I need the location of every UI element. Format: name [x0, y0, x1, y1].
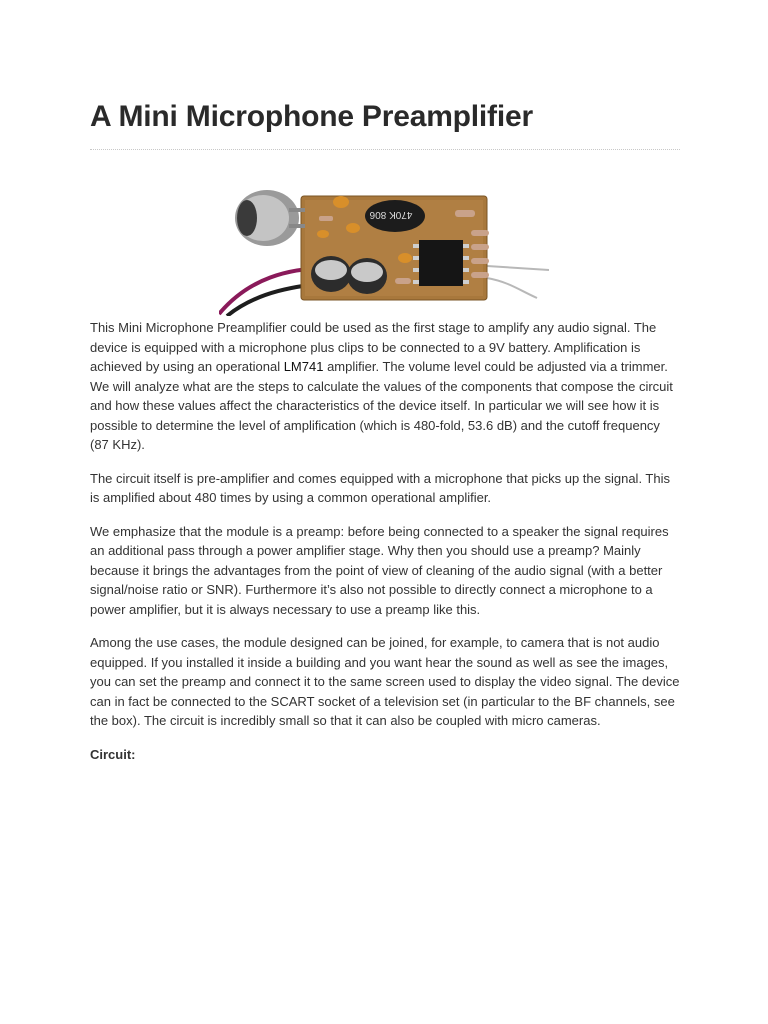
paragraph-intro	[90, 318, 680, 455]
lm741-link[interactable]: LM741	[283, 359, 324, 374]
preamp-board-photo	[219, 178, 549, 316]
title-divider	[90, 149, 680, 150]
paragraph-circuit-overview: The circuit itself is pre-amplifier and comes equipped with a microphone that picks up the signal. This is amplified about 480 times by using a common operational amplifier.	[90, 470, 670, 505]
circuit-heading: Circuit:	[90, 746, 136, 762]
svg-text:470K 806: 470K 806	[369, 209, 413, 220]
paragraph-preamp-purpose: We emphasize that the module is a preamp: before being connected to a speaker the signal requires an additional pass through a power amplifier stage. Why then you should use a preamp? Mainly because it brings the advantages from the point of view of cleaning of the audio signal (with a better signal/noise ratio or SNR). Furthermore it’s also not possible to directly connect a microphone to a power amplifier, but it is always necessary to use a preamp like this.	[90, 523, 669, 617]
paragraph-intro-text-2: amplifier. The volume level could be adjusted via a trimmer.	[323, 359, 668, 374]
paragraph-use-cases: Among the use cases, the module designed can be joined, for example, to camera that is not audio equipped. If you installed it inside a building and you want hear the sound as well as see the images, you can set the preamp and connect it to the same screen used to display the video signal. The device can in fact be connected to the SCART socket of a television set (in particular to the BF channels, see the box). The circuit is incredibly small so that it can also be coupled with micro cameras.	[90, 635, 680, 728]
page-title: A Mini Microphone Preamplifier	[90, 100, 533, 133]
paragraph-intro-text-1: This Mini Microphone Preamplifier could be used as the first stage to amplify any audio signal. The device is equipped with a microphone plus clips to be connected to a 9V battery. Amplification is achieved by using an operational	[90, 320, 657, 374]
article-body	[90, 318, 680, 778]
paragraph-intro-text-3: We will analyze what are the steps to calculate the values of the components that compose the circuit and how these values affect the characteristics of the device itself. In particular we will see how it is possible to determine the level of amplification (which is 480-fold, 53.6 dB) and the cutoff frequency (87 KHz).	[90, 378, 673, 452]
